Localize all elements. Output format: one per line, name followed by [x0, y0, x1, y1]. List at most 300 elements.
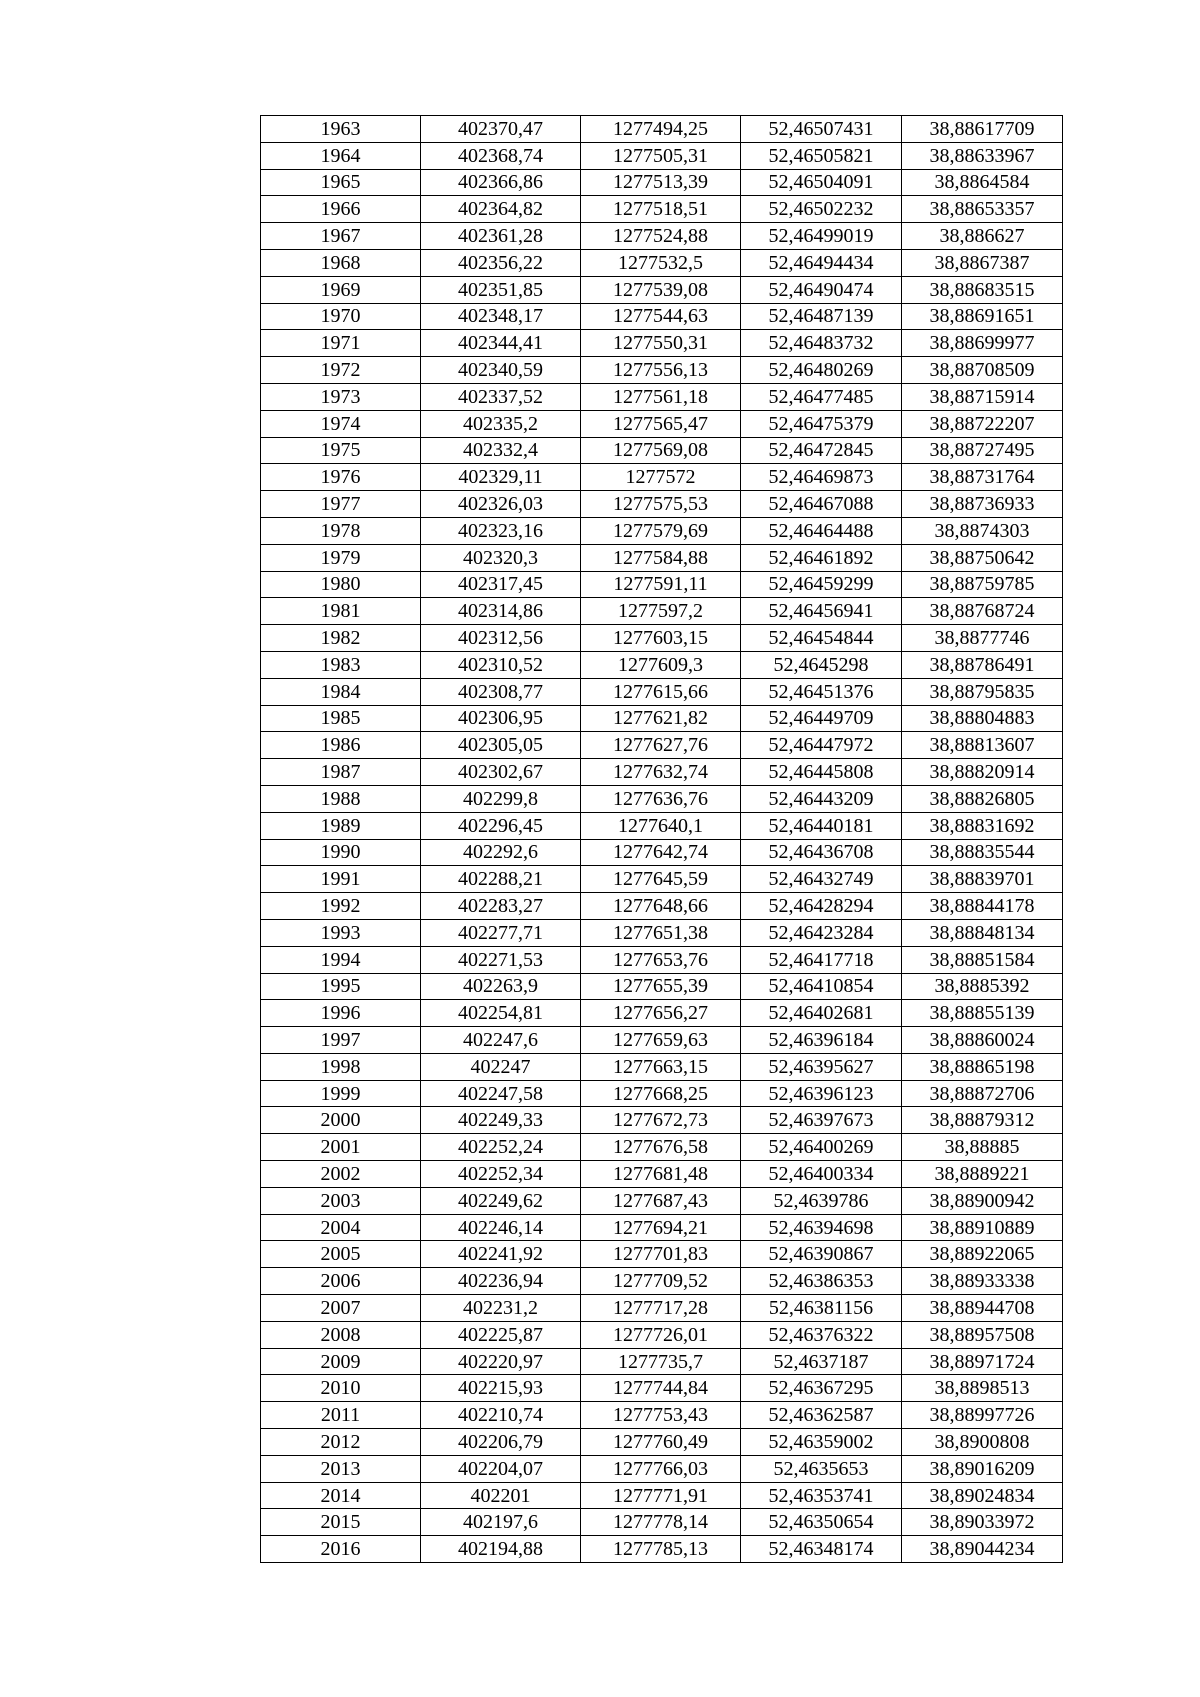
point-number-cell: 1963	[261, 116, 421, 143]
latitude-cell: 52,46432749	[741, 866, 902, 893]
y-coordinate-cell: 1277653,76	[581, 946, 741, 973]
x-coordinate-cell: 402206,79	[421, 1429, 581, 1456]
x-coordinate-cell: 402312,56	[421, 625, 581, 652]
table-row	[261, 330, 1063, 357]
latitude-cell: 52,46423284	[741, 919, 902, 946]
latitude-cell: 52,46447972	[741, 732, 902, 759]
latitude-cell: 52,46440181	[741, 812, 902, 839]
x-coordinate-cell: 402249,33	[421, 1107, 581, 1134]
y-coordinate-cell: 1277539,08	[581, 276, 741, 303]
x-coordinate-cell: 402194,88	[421, 1536, 581, 1563]
point-number-cell: 1998	[261, 1053, 421, 1080]
table-row	[261, 357, 1063, 384]
table-row	[261, 1134, 1063, 1161]
y-coordinate-cell: 1277642,74	[581, 839, 741, 866]
longitude-cell: 38,88879312	[902, 1107, 1063, 1134]
table-row	[261, 1000, 1063, 1027]
x-coordinate-cell: 402317,45	[421, 571, 581, 598]
y-coordinate-cell: 1277694,21	[581, 1214, 741, 1241]
longitude-cell: 38,88722207	[902, 410, 1063, 437]
point-number-cell: 1979	[261, 544, 421, 571]
longitude-cell: 38,88933338	[902, 1268, 1063, 1295]
table-row	[261, 598, 1063, 625]
y-coordinate-cell: 1277701,83	[581, 1241, 741, 1268]
latitude-cell: 52,46502232	[741, 196, 902, 223]
latitude-cell: 52,46505821	[741, 142, 902, 169]
table-row	[261, 303, 1063, 330]
latitude-cell: 52,46449709	[741, 705, 902, 732]
y-coordinate-cell: 1277579,69	[581, 517, 741, 544]
y-coordinate-cell: 1277687,43	[581, 1187, 741, 1214]
y-coordinate-cell: 1277591,11	[581, 571, 741, 598]
y-coordinate-cell: 1277544,63	[581, 303, 741, 330]
longitude-cell: 38,88844178	[902, 893, 1063, 920]
x-coordinate-cell: 402340,59	[421, 357, 581, 384]
table-row	[261, 1161, 1063, 1188]
x-coordinate-cell: 402271,53	[421, 946, 581, 973]
point-number-cell: 2002	[261, 1161, 421, 1188]
longitude-cell: 38,88851584	[902, 946, 1063, 973]
x-coordinate-cell: 402296,45	[421, 812, 581, 839]
y-coordinate-cell: 1277681,48	[581, 1161, 741, 1188]
latitude-cell: 52,46472845	[741, 437, 902, 464]
longitude-cell: 38,88900942	[902, 1187, 1063, 1214]
point-number-cell: 1994	[261, 946, 421, 973]
x-coordinate-cell: 402356,22	[421, 249, 581, 276]
latitude-cell: 52,46386353	[741, 1268, 902, 1295]
latitude-cell: 52,46490474	[741, 276, 902, 303]
table-row	[261, 1455, 1063, 1482]
table-row	[261, 1402, 1063, 1429]
table-row	[261, 1482, 1063, 1509]
point-number-cell: 2010	[261, 1375, 421, 1402]
latitude-cell: 52,46348174	[741, 1536, 902, 1563]
point-number-cell: 1964	[261, 142, 421, 169]
x-coordinate-cell: 402220,97	[421, 1348, 581, 1375]
table-row	[261, 1107, 1063, 1134]
point-number-cell: 2016	[261, 1536, 421, 1563]
point-number-cell: 1966	[261, 196, 421, 223]
table-row	[261, 1187, 1063, 1214]
longitude-cell: 38,88699977	[902, 330, 1063, 357]
x-coordinate-cell: 402252,24	[421, 1134, 581, 1161]
longitude-cell: 38,88653357	[902, 196, 1063, 223]
point-number-cell: 1995	[261, 973, 421, 1000]
x-coordinate-cell: 402337,52	[421, 383, 581, 410]
table-row	[261, 1027, 1063, 1054]
latitude-cell: 52,46394698	[741, 1214, 902, 1241]
latitude-cell: 52,46362587	[741, 1402, 902, 1429]
point-number-cell: 1972	[261, 357, 421, 384]
x-coordinate-cell: 402204,07	[421, 1455, 581, 1482]
point-number-cell: 2008	[261, 1321, 421, 1348]
table-row	[261, 116, 1063, 143]
point-number-cell: 1969	[261, 276, 421, 303]
table-row	[261, 383, 1063, 410]
latitude-cell: 52,46469873	[741, 464, 902, 491]
table-row	[261, 1321, 1063, 1348]
longitude-cell: 38,89016209	[902, 1455, 1063, 1482]
longitude-cell: 38,8877746	[902, 625, 1063, 652]
latitude-cell: 52,46390867	[741, 1241, 902, 1268]
x-coordinate-cell: 402348,17	[421, 303, 581, 330]
table-row	[261, 1348, 1063, 1375]
x-coordinate-cell: 402292,6	[421, 839, 581, 866]
point-number-cell: 1989	[261, 812, 421, 839]
table-row	[261, 571, 1063, 598]
latitude-cell: 52,46350654	[741, 1509, 902, 1536]
table-row	[261, 1375, 1063, 1402]
x-coordinate-cell: 402364,82	[421, 196, 581, 223]
point-number-cell: 1993	[261, 919, 421, 946]
y-coordinate-cell: 1277651,38	[581, 919, 741, 946]
x-coordinate-cell: 402252,34	[421, 1161, 581, 1188]
latitude-cell: 52,46456941	[741, 598, 902, 625]
longitude-cell: 38,88759785	[902, 571, 1063, 598]
longitude-cell: 38,88848134	[902, 919, 1063, 946]
latitude-cell: 52,46504091	[741, 169, 902, 196]
latitude-cell: 52,46395627	[741, 1053, 902, 1080]
y-coordinate-cell: 1277760,49	[581, 1429, 741, 1456]
point-number-cell: 2012	[261, 1429, 421, 1456]
y-coordinate-cell: 1277621,82	[581, 705, 741, 732]
longitude-cell: 38,88944708	[902, 1295, 1063, 1322]
y-coordinate-cell: 1277655,39	[581, 973, 741, 1000]
longitude-cell: 38,88910889	[902, 1214, 1063, 1241]
longitude-cell: 38,88872706	[902, 1080, 1063, 1107]
table-row	[261, 866, 1063, 893]
x-coordinate-cell: 402351,85	[421, 276, 581, 303]
x-coordinate-cell: 402332,4	[421, 437, 581, 464]
longitude-cell: 38,88839701	[902, 866, 1063, 893]
x-coordinate-cell: 402231,2	[421, 1295, 581, 1322]
latitude-cell: 52,46428294	[741, 893, 902, 920]
y-coordinate-cell: 1277632,74	[581, 759, 741, 786]
y-coordinate-cell: 1277753,43	[581, 1402, 741, 1429]
longitude-cell: 38,88835544	[902, 839, 1063, 866]
y-coordinate-cell: 1277672,73	[581, 1107, 741, 1134]
x-coordinate-cell: 402283,27	[421, 893, 581, 920]
point-number-cell: 1982	[261, 625, 421, 652]
longitude-cell: 38,88736933	[902, 491, 1063, 518]
y-coordinate-cell: 1277648,66	[581, 893, 741, 920]
table-row	[261, 437, 1063, 464]
longitude-cell: 38,88708509	[902, 357, 1063, 384]
coordinate-table	[260, 115, 1063, 1563]
point-number-cell: 1965	[261, 169, 421, 196]
y-coordinate-cell: 1277663,15	[581, 1053, 741, 1080]
longitude-cell: 38,88922065	[902, 1241, 1063, 1268]
y-coordinate-cell: 1277505,31	[581, 142, 741, 169]
y-coordinate-cell: 1277726,01	[581, 1321, 741, 1348]
y-coordinate-cell: 1277785,13	[581, 1536, 741, 1563]
point-number-cell: 2003	[261, 1187, 421, 1214]
point-number-cell: 1976	[261, 464, 421, 491]
table-row	[261, 196, 1063, 223]
point-number-cell: 1999	[261, 1080, 421, 1107]
table-row	[261, 1053, 1063, 1080]
point-number-cell: 2006	[261, 1268, 421, 1295]
point-number-cell: 1991	[261, 866, 421, 893]
x-coordinate-cell: 402344,41	[421, 330, 581, 357]
x-coordinate-cell: 402302,67	[421, 759, 581, 786]
point-number-cell: 1980	[261, 571, 421, 598]
y-coordinate-cell: 1277584,88	[581, 544, 741, 571]
point-number-cell: 2000	[261, 1107, 421, 1134]
table-row	[261, 1536, 1063, 1563]
table-row	[261, 651, 1063, 678]
x-coordinate-cell: 402247,6	[421, 1027, 581, 1054]
y-coordinate-cell: 1277561,18	[581, 383, 741, 410]
x-coordinate-cell: 402225,87	[421, 1321, 581, 1348]
y-coordinate-cell: 1277513,39	[581, 169, 741, 196]
point-number-cell: 1985	[261, 705, 421, 732]
x-coordinate-cell: 402361,28	[421, 223, 581, 250]
longitude-cell: 38,88617709	[902, 116, 1063, 143]
table-row	[261, 276, 1063, 303]
point-number-cell: 2007	[261, 1295, 421, 1322]
longitude-cell: 38,88804883	[902, 705, 1063, 732]
table-row	[261, 919, 1063, 946]
longitude-cell: 38,88831692	[902, 812, 1063, 839]
longitude-cell: 38,88855139	[902, 1000, 1063, 1027]
table-row	[261, 491, 1063, 518]
latitude-cell: 52,46359002	[741, 1429, 902, 1456]
longitude-cell: 38,89024834	[902, 1482, 1063, 1509]
point-number-cell: 1996	[261, 1000, 421, 1027]
table-row	[261, 946, 1063, 973]
point-number-cell: 2015	[261, 1509, 421, 1536]
latitude-cell: 52,4639786	[741, 1187, 902, 1214]
y-coordinate-cell: 1277609,3	[581, 651, 741, 678]
point-number-cell: 1978	[261, 517, 421, 544]
point-number-cell: 1983	[261, 651, 421, 678]
longitude-cell: 38,88683515	[902, 276, 1063, 303]
x-coordinate-cell: 402249,62	[421, 1187, 581, 1214]
table-row	[261, 893, 1063, 920]
table-row	[261, 732, 1063, 759]
longitude-cell: 38,8889221	[902, 1161, 1063, 1188]
latitude-cell: 52,46402681	[741, 1000, 902, 1027]
point-number-cell: 1971	[261, 330, 421, 357]
longitude-cell: 38,88813607	[902, 732, 1063, 759]
x-coordinate-cell: 402197,6	[421, 1509, 581, 1536]
latitude-cell: 52,46410854	[741, 973, 902, 1000]
point-number-cell: 1974	[261, 410, 421, 437]
point-number-cell: 1981	[261, 598, 421, 625]
y-coordinate-cell: 1277778,14	[581, 1509, 741, 1536]
longitude-cell: 38,88826805	[902, 785, 1063, 812]
table-row	[261, 249, 1063, 276]
latitude-cell: 52,46483732	[741, 330, 902, 357]
point-number-cell: 1975	[261, 437, 421, 464]
table-row	[261, 410, 1063, 437]
longitude-cell: 38,8874303	[902, 517, 1063, 544]
x-coordinate-cell: 402288,21	[421, 866, 581, 893]
longitude-cell: 38,88715914	[902, 383, 1063, 410]
longitude-cell: 38,8898513	[902, 1375, 1063, 1402]
y-coordinate-cell: 1277494,25	[581, 116, 741, 143]
table-row	[261, 1295, 1063, 1322]
latitude-cell: 52,46507431	[741, 116, 902, 143]
latitude-cell: 52,46400269	[741, 1134, 902, 1161]
x-coordinate-cell: 402326,03	[421, 491, 581, 518]
x-coordinate-cell: 402236,94	[421, 1268, 581, 1295]
table-row	[261, 1268, 1063, 1295]
table-row	[261, 223, 1063, 250]
longitude-cell: 38,88860024	[902, 1027, 1063, 1054]
table-row	[261, 839, 1063, 866]
latitude-cell: 52,46400334	[741, 1161, 902, 1188]
latitude-cell: 52,46494434	[741, 249, 902, 276]
latitude-cell: 52,46464488	[741, 517, 902, 544]
y-coordinate-cell: 1277645,59	[581, 866, 741, 893]
latitude-cell: 52,46367295	[741, 1375, 902, 1402]
y-coordinate-cell: 1277676,58	[581, 1134, 741, 1161]
point-number-cell: 1967	[261, 223, 421, 250]
longitude-cell: 38,88957508	[902, 1321, 1063, 1348]
point-number-cell: 1968	[261, 249, 421, 276]
point-number-cell: 2005	[261, 1241, 421, 1268]
x-coordinate-cell: 402299,8	[421, 785, 581, 812]
x-coordinate-cell: 402310,52	[421, 651, 581, 678]
latitude-cell: 52,46480269	[741, 357, 902, 384]
longitude-cell: 38,8885392	[902, 973, 1063, 1000]
longitude-cell: 38,88865198	[902, 1053, 1063, 1080]
point-number-cell: 2001	[261, 1134, 421, 1161]
y-coordinate-cell: 1277532,5	[581, 249, 741, 276]
x-coordinate-cell: 402215,93	[421, 1375, 581, 1402]
x-coordinate-cell: 402241,92	[421, 1241, 581, 1268]
x-coordinate-cell: 402277,71	[421, 919, 581, 946]
x-coordinate-cell: 402306,95	[421, 705, 581, 732]
point-number-cell: 1990	[261, 839, 421, 866]
table-row	[261, 544, 1063, 571]
latitude-cell: 52,46396184	[741, 1027, 902, 1054]
y-coordinate-cell: 1277597,2	[581, 598, 741, 625]
x-coordinate-cell: 402329,11	[421, 464, 581, 491]
point-number-cell: 2009	[261, 1348, 421, 1375]
y-coordinate-cell: 1277524,88	[581, 223, 741, 250]
table-row	[261, 1509, 1063, 1536]
y-coordinate-cell: 1277766,03	[581, 1455, 741, 1482]
table-row	[261, 705, 1063, 732]
x-coordinate-cell: 402305,05	[421, 732, 581, 759]
longitude-cell: 38,89044234	[902, 1536, 1063, 1563]
x-coordinate-cell: 402314,86	[421, 598, 581, 625]
longitude-cell: 38,88971724	[902, 1348, 1063, 1375]
y-coordinate-cell: 1277735,7	[581, 1348, 741, 1375]
y-coordinate-cell: 1277659,63	[581, 1027, 741, 1054]
table-row	[261, 142, 1063, 169]
longitude-cell: 38,88820914	[902, 759, 1063, 786]
point-number-cell: 2011	[261, 1402, 421, 1429]
latitude-cell: 52,46459299	[741, 571, 902, 598]
table-row	[261, 1080, 1063, 1107]
y-coordinate-cell: 1277518,51	[581, 196, 741, 223]
latitude-cell: 52,46487139	[741, 303, 902, 330]
x-coordinate-cell: 402210,74	[421, 1402, 581, 1429]
y-coordinate-cell: 1277569,08	[581, 437, 741, 464]
table-row	[261, 785, 1063, 812]
x-coordinate-cell: 402247	[421, 1053, 581, 1080]
x-coordinate-cell: 402263,9	[421, 973, 581, 1000]
longitude-cell: 38,88727495	[902, 437, 1063, 464]
y-coordinate-cell: 1277550,31	[581, 330, 741, 357]
latitude-cell: 52,4637187	[741, 1348, 902, 1375]
y-coordinate-cell: 1277656,27	[581, 1000, 741, 1027]
x-coordinate-cell: 402370,47	[421, 116, 581, 143]
longitude-cell: 38,89033972	[902, 1509, 1063, 1536]
latitude-cell: 52,46396123	[741, 1080, 902, 1107]
point-number-cell: 1988	[261, 785, 421, 812]
point-number-cell: 1992	[261, 893, 421, 920]
table-row	[261, 678, 1063, 705]
y-coordinate-cell: 1277771,91	[581, 1482, 741, 1509]
x-coordinate-cell: 402201	[421, 1482, 581, 1509]
point-number-cell: 1987	[261, 759, 421, 786]
table-row	[261, 973, 1063, 1000]
x-coordinate-cell: 402246,14	[421, 1214, 581, 1241]
table-row	[261, 812, 1063, 839]
point-number-cell: 1977	[261, 491, 421, 518]
y-coordinate-cell: 1277744,84	[581, 1375, 741, 1402]
latitude-cell: 52,46467088	[741, 491, 902, 518]
latitude-cell: 52,46451376	[741, 678, 902, 705]
latitude-cell: 52,46461892	[741, 544, 902, 571]
longitude-cell: 38,88997726	[902, 1402, 1063, 1429]
table-row	[261, 1429, 1063, 1456]
longitude-cell: 38,88795835	[902, 678, 1063, 705]
latitude-cell: 52,46376322	[741, 1321, 902, 1348]
longitude-cell: 38,8864584	[902, 169, 1063, 196]
point-number-cell: 1986	[261, 732, 421, 759]
table-row	[261, 464, 1063, 491]
x-coordinate-cell: 402308,77	[421, 678, 581, 705]
latitude-cell: 52,4635653	[741, 1455, 902, 1482]
longitude-cell: 38,88768724	[902, 598, 1063, 625]
y-coordinate-cell: 1277640,1	[581, 812, 741, 839]
point-number-cell: 1984	[261, 678, 421, 705]
latitude-cell: 52,46499019	[741, 223, 902, 250]
y-coordinate-cell: 1277572	[581, 464, 741, 491]
x-coordinate-cell: 402366,86	[421, 169, 581, 196]
x-coordinate-cell: 402368,74	[421, 142, 581, 169]
table-row	[261, 759, 1063, 786]
y-coordinate-cell: 1277603,15	[581, 625, 741, 652]
latitude-cell: 52,4645298	[741, 651, 902, 678]
y-coordinate-cell: 1277717,28	[581, 1295, 741, 1322]
longitude-cell: 38,886627	[902, 223, 1063, 250]
longitude-cell: 38,88786491	[902, 651, 1063, 678]
y-coordinate-cell: 1277575,53	[581, 491, 741, 518]
longitude-cell: 38,8900808	[902, 1429, 1063, 1456]
y-coordinate-cell: 1277556,13	[581, 357, 741, 384]
coordinate-table-body	[261, 116, 1063, 1563]
x-coordinate-cell: 402335,2	[421, 410, 581, 437]
point-number-cell: 1997	[261, 1027, 421, 1054]
longitude-cell: 38,88885	[902, 1134, 1063, 1161]
longitude-cell: 38,88750642	[902, 544, 1063, 571]
table-row	[261, 517, 1063, 544]
x-coordinate-cell: 402320,3	[421, 544, 581, 571]
longitude-cell: 38,88633967	[902, 142, 1063, 169]
table-row	[261, 1214, 1063, 1241]
table-row	[261, 169, 1063, 196]
latitude-cell: 52,46381156	[741, 1295, 902, 1322]
latitude-cell: 52,46475379	[741, 410, 902, 437]
latitude-cell: 52,46443209	[741, 785, 902, 812]
